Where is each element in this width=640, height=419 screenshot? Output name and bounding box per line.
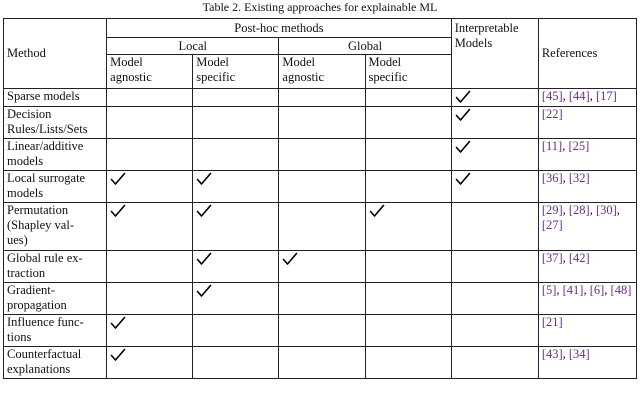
check-mark-stroke <box>112 174 125 185</box>
local-model-agnostic-cell <box>107 107 193 139</box>
global-model-specific-cell <box>365 89 451 107</box>
table-row <box>4 171 637 203</box>
global-model-agnostic-cell <box>279 139 365 171</box>
references-cell <box>538 203 636 251</box>
global-model-agnostic-cell <box>279 283 365 315</box>
method-cell <box>4 107 107 139</box>
method-cell <box>4 347 107 379</box>
check-mark-icon <box>110 348 126 362</box>
citation-link[interactable]: [17] <box>595 89 617 103</box>
citation-link[interactable]: [34] <box>568 347 590 361</box>
references-cell <box>538 139 636 171</box>
local-model-specific-header <box>193 55 279 89</box>
references-cell <box>538 283 636 315</box>
check-mark-icon <box>110 316 126 330</box>
method-name-line: Influence func- <box>7 315 84 329</box>
references-cell <box>538 89 636 107</box>
header-line: specific <box>196 70 236 84</box>
method-cell <box>4 203 107 251</box>
method-cell <box>4 139 107 171</box>
method-name-line: models <box>7 154 44 168</box>
local-model-specific-cell <box>193 139 279 171</box>
global-model-specific-cell <box>365 203 451 251</box>
local-model-agnostic-cell <box>107 251 193 283</box>
local-model-agnostic-cell <box>107 171 193 203</box>
citation-link[interactable]: [11] <box>541 139 563 153</box>
local-model-agnostic-cell <box>107 139 193 171</box>
citation-link[interactable]: [41] <box>562 283 584 297</box>
method-name-line: Rules/Lists/Sets <box>7 122 88 136</box>
global-header: Global <box>279 38 451 55</box>
global-model-specific-cell <box>365 315 451 347</box>
citation-separator: , <box>562 251 569 265</box>
local-header: Local <box>107 38 279 55</box>
citation-link[interactable]: [44] <box>568 89 590 103</box>
citation-link[interactable]: [37] <box>541 251 563 265</box>
global-model-agnostic-cell <box>279 171 365 203</box>
table-row <box>4 283 637 315</box>
references-cell <box>538 347 636 379</box>
method-name-line: propagation <box>7 298 67 312</box>
citation-separator: , <box>616 203 620 217</box>
local-model-specific-cell <box>193 283 279 315</box>
check-mark-icon <box>110 172 126 186</box>
method-name-line: Permutation <box>7 203 69 217</box>
citation-link[interactable]: [21] <box>541 315 563 329</box>
check-mark-stroke <box>370 206 383 217</box>
citation-link[interactable]: [25] <box>568 139 590 153</box>
global-model-specific-cell <box>365 251 451 283</box>
method-name-line: explanations <box>7 362 71 376</box>
check-mark-stroke <box>284 254 297 265</box>
citation-link[interactable]: [43] <box>541 347 563 361</box>
citation-link[interactable]: [27] <box>541 218 563 232</box>
local-model-agnostic-cell <box>107 203 193 251</box>
check-mark-icon <box>455 140 471 154</box>
citation-separator: , <box>583 283 590 297</box>
header-line: agnostic <box>282 70 325 84</box>
local-model-agnostic-cell <box>107 347 193 379</box>
interpretable-cell <box>451 107 538 139</box>
global-model-specific-cell <box>365 171 451 203</box>
method-name-line: Sparse models <box>7 89 80 103</box>
local-model-agnostic-header <box>107 55 193 89</box>
citation-separator: , <box>562 139 569 153</box>
method-name-line: Local surrogate <box>7 171 86 185</box>
citation-link[interactable]: [28] <box>568 203 590 217</box>
interpretable-cell <box>451 315 538 347</box>
table-row <box>4 315 637 347</box>
check-mark-stroke <box>112 318 125 329</box>
method-name-line: ues) <box>7 233 28 247</box>
global-model-specific-cell <box>365 283 451 315</box>
citation-link[interactable]: [45] <box>541 89 563 103</box>
check-mark-icon <box>196 252 212 266</box>
method-cell <box>4 283 107 315</box>
citation-separator: , <box>562 347 569 361</box>
references-cell <box>538 171 636 203</box>
references-cell <box>538 251 636 283</box>
method-cell <box>4 315 107 347</box>
global-model-agnostic-cell <box>279 251 365 283</box>
check-mark-icon <box>455 172 471 186</box>
local-model-specific-cell <box>193 171 279 203</box>
citation-separator: , <box>556 283 563 297</box>
references-cell <box>538 107 636 139</box>
method-name-line: models <box>7 186 44 200</box>
table-row <box>4 251 637 283</box>
method-name-line: traction <box>7 266 46 280</box>
citation-separator: , <box>562 171 569 185</box>
global-model-agnostic-header <box>279 55 365 89</box>
check-mark-stroke <box>198 206 211 217</box>
global-model-agnostic-cell <box>279 89 365 107</box>
interpretable-cell <box>451 203 538 251</box>
header-line: specific <box>368 70 408 84</box>
references-cell <box>538 315 636 347</box>
check-mark-stroke <box>198 254 211 265</box>
citation-link[interactable]: [42] <box>568 251 590 265</box>
global-model-agnostic-cell <box>279 347 365 379</box>
table-body <box>4 89 637 379</box>
interpretable-cell <box>451 251 538 283</box>
local-model-agnostic-cell <box>107 283 193 315</box>
check-mark-stroke <box>198 174 211 185</box>
global-model-agnostic-cell <box>279 107 365 139</box>
table-row <box>4 203 637 251</box>
check-mark-icon <box>196 204 212 218</box>
method-cell <box>4 251 107 283</box>
check-mark-stroke <box>456 174 469 185</box>
interpretable-cell <box>451 347 538 379</box>
citation-link[interactable]: [48] <box>610 283 632 297</box>
local-model-specific-cell <box>193 347 279 379</box>
interpretable-cell <box>451 283 538 315</box>
check-mark-stroke <box>456 110 469 121</box>
local-model-specific-cell <box>193 107 279 139</box>
check-mark-stroke <box>112 206 125 217</box>
check-mark-icon <box>455 108 471 122</box>
interpretable-header-line-1: Interpretable <box>454 21 519 35</box>
check-mark-icon <box>369 204 385 218</box>
citation-link[interactable]: [29] <box>541 203 563 217</box>
post-hoc-header: Post-hoc methods <box>107 19 452 38</box>
interpretable-cell <box>451 89 538 107</box>
global-model-agnostic-cell <box>279 203 365 251</box>
local-model-specific-cell <box>193 315 279 347</box>
global-model-specific-cell <box>365 139 451 171</box>
citation-separator: , <box>589 89 596 103</box>
interpretable-cell <box>451 139 538 171</box>
method-cell <box>4 171 107 203</box>
header-line: Model <box>368 55 402 69</box>
citation-link[interactable]: [36] <box>541 171 563 185</box>
check-mark-stroke <box>456 142 469 153</box>
table-row <box>4 107 637 139</box>
check-mark-icon <box>196 172 212 186</box>
method-name-line: Global rule ex- <box>7 251 83 265</box>
citation-separator: , <box>562 203 569 217</box>
check-mark-stroke <box>112 350 125 361</box>
table-row <box>4 347 637 379</box>
citation-link[interactable]: [6] <box>589 283 605 297</box>
global-model-agnostic-cell <box>279 315 365 347</box>
method-name-line: Gradient- <box>7 283 55 297</box>
method-name-line: tions <box>7 330 32 344</box>
citation-separator: , <box>604 283 611 297</box>
method-name-line: Counterfactual <box>7 347 82 361</box>
global-model-specific-header <box>365 55 451 89</box>
references-header: References <box>538 19 636 89</box>
header-line: Model <box>110 55 143 69</box>
check-mark-icon <box>455 90 471 104</box>
local-model-specific-cell <box>193 251 279 283</box>
global-model-specific-cell <box>365 347 451 379</box>
global-model-specific-cell <box>365 107 451 139</box>
citation-link[interactable]: [32] <box>568 171 590 185</box>
interpretable-header-line-2: Models <box>454 36 493 50</box>
table-caption: Table 2. Existing approaches for explainable ML <box>202 0 438 14</box>
check-mark-stroke <box>456 92 469 103</box>
table-row <box>4 89 637 107</box>
check-mark-icon <box>196 284 212 298</box>
local-model-agnostic-cell <box>107 89 193 107</box>
citation-link[interactable]: [30] <box>595 203 617 217</box>
header-line: agnostic <box>110 70 152 84</box>
local-model-specific-cell <box>193 203 279 251</box>
method-name-line: Decision <box>7 107 52 121</box>
citation-separator: , <box>562 89 569 103</box>
check-mark-icon <box>110 204 126 218</box>
interpretable-cell <box>451 171 538 203</box>
method-cell <box>4 89 107 107</box>
citation-link[interactable]: [22] <box>541 107 563 121</box>
check-mark-stroke <box>198 286 211 297</box>
approaches-table <box>3 18 637 379</box>
method-name-line: Linear/additive <box>7 139 84 153</box>
method-name-line: (Shapley val- <box>7 218 74 232</box>
method-header: Method <box>4 19 107 89</box>
local-model-agnostic-cell <box>107 315 193 347</box>
header-line: Model <box>196 55 229 69</box>
interpretable-models-header <box>451 19 538 89</box>
table-row <box>4 139 637 171</box>
local-model-specific-cell <box>193 89 279 107</box>
check-mark-icon <box>282 252 298 266</box>
citation-link[interactable]: [5] <box>541 283 557 297</box>
citation-separator: , <box>589 203 596 217</box>
header-line: Model <box>282 55 316 69</box>
